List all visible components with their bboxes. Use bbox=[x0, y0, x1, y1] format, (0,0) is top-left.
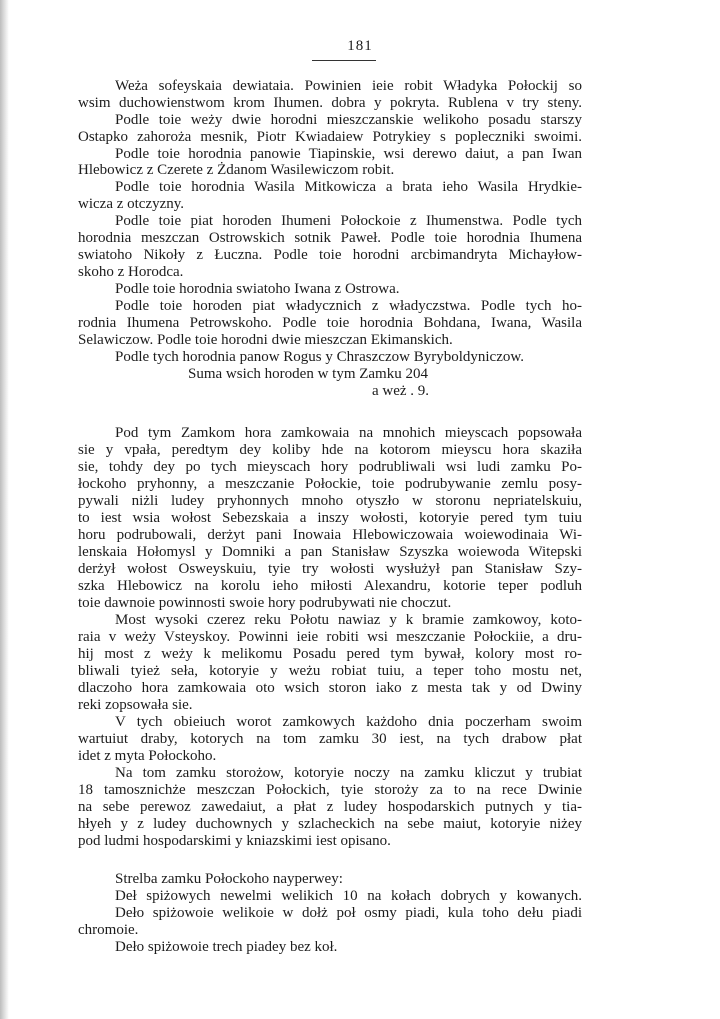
text-line: Pod tym Zamkom hora zamkowaia na mnohich mieyscach popsowała bbox=[115, 425, 582, 441]
text-line: hij most z weży k melikomu Posadu pered tym bywał, kolory most ro- bbox=[78, 646, 582, 662]
text-line: Selawiczow. Podle toie horodni dwie mieszczan Ekimanskich. bbox=[78, 332, 453, 348]
text-line: sie y vpała, peredtym dey koliby hde na kotorom mieyscu hora skaziła bbox=[78, 442, 582, 458]
section-heading: Strelba zamku Połockoho nayperwey: bbox=[115, 871, 343, 887]
text-line: wartuiut draby, kotorych na tom zamku 30 iest, na tych drabow płat bbox=[78, 731, 582, 747]
text-line: idet z myta Połockoho. bbox=[78, 748, 217, 764]
text-line: chromoie. bbox=[78, 922, 139, 938]
text-line: V tych obieiuch worot zamkowych każdoho dnia poczerham swoim bbox=[115, 714, 582, 730]
text-line: lenskaia Hołomysl y Domniki a pan Stanisław Szyszka woiewoda Witepski bbox=[78, 544, 582, 560]
text-line: toie dawnoie powinnosti swoie hory podrubywati nie choczut. bbox=[78, 595, 452, 611]
text-line: na sebe perewoz zawedaiut, a płat z ludey hospodarskich putnych y tia- bbox=[78, 799, 582, 815]
text-line: to iest wsia wołost Sebezskaia a inszy wołosti, kotoryie pered tym tuiu bbox=[78, 510, 582, 526]
text-line: Most wysoki czerez reku Połotu nawiaz y k bramie zamkowoy, koto- bbox=[115, 612, 582, 628]
text-line: hłyeh y z ludey duchownych y szlacheckich na sebe maiut, kotoryie niżey bbox=[78, 816, 582, 832]
text-line: Deło spiżowoie welikoie w dołż poł osmy piadi, kula toho dełu piadi bbox=[115, 905, 582, 921]
text-line: skoho z Horodca. bbox=[78, 264, 184, 280]
text-line: 18 tamosznichże meszczan Połockich, tyie storoży za to na rece Dwinie bbox=[78, 782, 582, 798]
text-line: szka Hlebowicz na korolu ieho miłosti Alexandru, kotorie teper podluh bbox=[78, 578, 582, 594]
text-line: Podle toie horodnia Wasila Mitkowicza a brata ieho Wasila Hrydkie- bbox=[115, 179, 582, 195]
text-line: derżył wołost Oswеyskuiu, tyie try wołosti wysłużył pan Stanisław Szy- bbox=[78, 561, 582, 577]
text-line: pod ludmi hospodarskimi y kniazskimi iest opisano. bbox=[78, 833, 391, 849]
text-line: Podle toie horoden piat władycznich z władyczstwa. Podle tych ho- bbox=[115, 298, 582, 314]
text-line: Podle tych horodnia panow Rogus y Chraszczow Byryboldyniczow. bbox=[115, 349, 524, 365]
text-line: wsim duchowienstwom krom Ihumen. dobra y pokryta. Rublena v try steny. bbox=[78, 95, 582, 111]
text-line: swiatoho Nikoły z Łuczna. Podle toie horodni arcbimandryta Michayłow- bbox=[78, 247, 582, 263]
text-line: Hlebowicz z Czerete z Żdanom Wasilewiczom robit. bbox=[78, 162, 395, 178]
text-line: Weża sofeyskaia dewiataia. Powinien ieie robit Władyka Połockij so bbox=[115, 78, 582, 94]
page-number: 181 bbox=[347, 38, 373, 54]
text-line: Deło spiżowoie trech piadey bez koł. bbox=[115, 939, 338, 955]
text-line: Podle toie piat horoden Ihumeni Połockoie z Ihumenstwa. Podle tych bbox=[115, 213, 582, 229]
total-line: Suma wsich horoden w tym Zamku 204 bbox=[188, 366, 428, 382]
text-line: wicza z otczyzny. bbox=[78, 196, 185, 212]
text-line: łockoho pryhonny, a meszczanie Połockie, toie podrubywanie zemlu posy- bbox=[78, 476, 582, 492]
text-line: sie, tohdy dey po tych mieyscach hory podrubliwali wsi ludi zamku Po- bbox=[78, 459, 582, 475]
text-line: raia v weży Vsteyskoy. Powinni ieie robiti wsi meszczanie Połockiie, a dru- bbox=[78, 629, 582, 645]
text-line: Podle toie weży dwie horodni mieszczanskie welikoho posadu starszy bbox=[115, 112, 582, 128]
text-line: Podle toie horodnia swiatoho Iwana z Ostrowa. bbox=[115, 281, 400, 297]
text-line: bliwali tyież seła, kotoryie y weżu robiat tuiu, a teper toho mostu net, bbox=[78, 663, 582, 679]
total-line: a weż . 9. bbox=[372, 383, 430, 399]
text-line: pywali niżli ludey pryhonnych mnoho otyszło w storonu nepriatelskuiu, bbox=[78, 493, 582, 509]
text-line: Podle toie horodnia panowie Tiapinskie, wsi derewo daiut, a pan Iwan bbox=[115, 146, 582, 162]
text-line: Na tom zamku storożow, kotoryie noczy na zamku kliczut y trubiat bbox=[115, 765, 582, 781]
text-line: Deł spiżowych newelmi welikich 10 na kołach dobrych y kowanych. bbox=[115, 888, 582, 904]
text-line: horodnia meszczan Ostrowskich sotnik Paweł. Podle toie horodnia Ihumena bbox=[78, 230, 582, 246]
text-line: horu podrubowali, derżyt pani Inowaia Hlebowiczowaia woiewodinaia Wi- bbox=[78, 527, 582, 543]
text-line: reki zopsowała sie. bbox=[78, 697, 193, 713]
text-line: rodnia Ihumena Petrowskoho. Podle toie horodnia Bohdana, Iwana, Wasila bbox=[78, 315, 582, 331]
text-line: dlaczoho hora zamkowaia oto wsich storon iako z mesta tak y od Dwiny bbox=[78, 680, 582, 696]
text-line: Ostapko zahoroża mesnik, Piotr Kwiadaiew Potrykiey s poplecznikі swoimi. bbox=[78, 129, 582, 145]
